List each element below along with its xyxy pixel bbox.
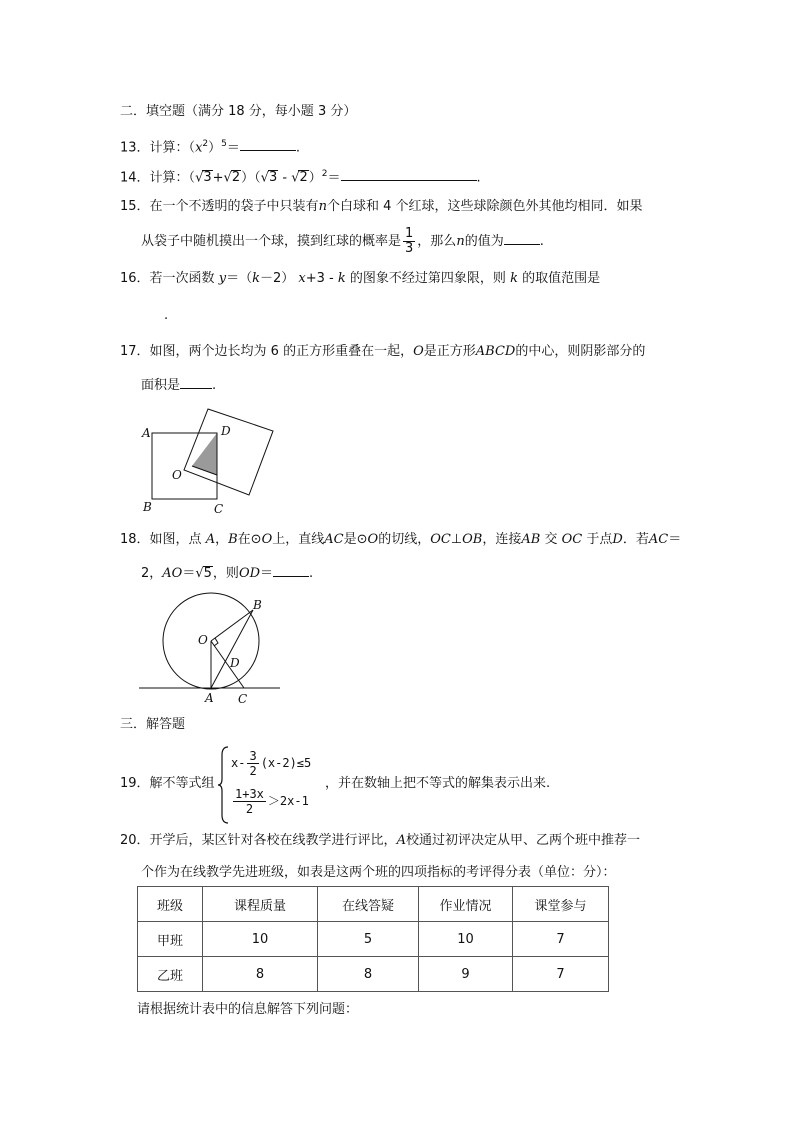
q16-number: 16．	[120, 271, 150, 286]
q15-frac-den: 3	[405, 241, 414, 256]
q19-ineq2-frac-den: 2	[245, 802, 254, 816]
section-title-solve: 三．解答题	[120, 717, 186, 732]
q17-label-B: B	[143, 500, 152, 514]
q17-square-rotated	[184, 409, 273, 495]
table-cell: 10	[203, 922, 318, 957]
q16-text-a: 若一次函数	[149, 271, 215, 286]
q13-text-a: 计算：（	[149, 140, 196, 156]
q13-text-c: ＝	[226, 140, 240, 156]
q18-end: .	[309, 566, 314, 581]
q20-var-A: A	[396, 833, 406, 848]
q14-sqrt2b: 2	[299, 170, 308, 186]
q14-text-a: 计算：（	[149, 170, 196, 186]
table-row	[138, 957, 609, 992]
question-19-suffix	[325, 775, 550, 793]
q14-answer-blank[interactable]	[341, 167, 477, 181]
q18-text-m: ，则	[212, 566, 239, 581]
q19-ineq1-b: (x-2)≤5	[260, 756, 312, 770]
q17-var-O: O	[413, 344, 424, 359]
q15-var-n2: n	[456, 234, 465, 249]
q17-number: 17．	[120, 344, 150, 359]
q19-ineq2-fraction	[233, 787, 266, 816]
question-13	[120, 135, 300, 157]
question-15-line1	[120, 198, 642, 216]
q17-var-ABCD: ABCD	[475, 344, 516, 359]
q13-text-b: ）	[208, 140, 222, 156]
q13-exp5: 5	[221, 139, 227, 149]
q18-segment-ob	[211, 610, 253, 641]
q15-text-d: ，那么	[417, 234, 457, 249]
q18-right-angle-mark	[214, 638, 218, 646]
q13-exp2: 2	[202, 139, 209, 149]
section-title-fill-in: 二．填空题（满分 18 分，每小题 3 分）	[120, 104, 357, 119]
q18-sep: ，	[215, 532, 229, 547]
q20-score-table	[137, 886, 609, 992]
q18-text-k: 2，	[141, 566, 163, 581]
q18-text-c: 上，直线	[272, 532, 325, 547]
q18-text-j: ＝	[668, 532, 682, 547]
question-16-line2	[164, 307, 168, 325]
q18-label-A: A	[205, 691, 214, 705]
q18-var-OC2: OC	[561, 532, 583, 547]
q17-end: .	[212, 378, 217, 393]
q18-segment-ab	[211, 610, 253, 688]
q17-text-a: 如图，两个边长均为 6 的正方形重叠在一起，	[149, 344, 414, 359]
q13-end: .	[295, 140, 301, 156]
q18-var-OC: OC	[430, 532, 451, 547]
q16-text-f: 的取值范围是	[522, 271, 601, 286]
q15-text-a: 在一个不透明的袋子中只装有	[149, 199, 319, 214]
q17-label-A: A	[142, 426, 151, 440]
q18-var-B: B	[228, 532, 238, 547]
q18-text-h: 于点	[586, 532, 613, 547]
q15-fraction	[403, 227, 415, 256]
table-header-cell: 课程质量	[203, 887, 318, 922]
q16-end: .	[164, 308, 169, 323]
q19-inequality-2	[231, 786, 309, 816]
q14-exp2: 2	[321, 169, 328, 179]
q16-text-e: 的图象不经过第四象限，则	[349, 271, 506, 286]
q19-ineq1-frac-den: 2	[249, 764, 257, 778]
question-16-line1	[120, 270, 600, 288]
table-cell: 8	[318, 957, 419, 992]
q18-text-f: ，连接	[482, 532, 522, 547]
q16-text-c: －2）	[259, 271, 295, 286]
q16-text-b: ＝（	[226, 271, 253, 286]
table-cell: 甲班	[138, 922, 203, 957]
q19-text-b: ，并在数轴上把不等式的解集表示出来.	[325, 776, 551, 791]
table-cell: 乙班	[138, 957, 203, 992]
q18-sqrt5: 5	[203, 566, 212, 581]
table-header-cell: 课堂参与	[513, 887, 609, 922]
q15-text-b: 个白球和 4 个红球，这些球除颜色外其他均相同．如果	[326, 199, 643, 214]
q16-var-y: y	[218, 271, 227, 286]
question-20-after-table: 请根据统计表中的信息解答下列问题：	[137, 1002, 359, 1017]
q14-text-d: ＝	[327, 170, 341, 186]
q17-label-O: O	[172, 468, 182, 482]
q15-answer-blank[interactable]	[504, 231, 540, 245]
q18-text-a: 如图，点	[149, 532, 202, 547]
table-cell: 7	[513, 957, 609, 992]
table-header-cell: 在线答疑	[318, 887, 419, 922]
q15-end: .	[539, 234, 544, 249]
q19-brace	[218, 745, 230, 825]
q18-var-AC: AC	[324, 532, 344, 547]
q15-var-n: n	[318, 199, 327, 214]
q15-text-e: 的值为	[464, 234, 504, 249]
q14-sqrt2: 2	[231, 170, 241, 186]
q13-number: 13．	[120, 140, 150, 156]
q18-label-C: C	[238, 692, 248, 706]
question-17-line1	[120, 343, 645, 361]
q17-text-b: 是正方形	[423, 344, 476, 359]
q14-plus: +	[212, 170, 224, 186]
table-cell: 10	[419, 922, 513, 957]
q20-text-a: 开学后，某区针对各校在线教学进行评比，	[149, 833, 397, 848]
q18-var-O2: O	[367, 532, 379, 547]
q18-label-B: B	[253, 598, 262, 612]
question-17-line2	[141, 375, 216, 395]
q17-label-D: D	[221, 424, 231, 438]
q18-text-l: ＝	[182, 566, 196, 581]
q18-var-AB: AB	[521, 532, 541, 547]
q20-text-b: 校通过初评决定从甲、乙两个班中推荐一	[405, 833, 640, 848]
q14-number: 14．	[120, 170, 150, 186]
table-header-cell: 作业情况	[419, 887, 513, 922]
q19-text-a: 解不等式组	[149, 776, 215, 791]
q14-minus: -	[278, 170, 292, 186]
q14-sqrt3b: 3	[268, 170, 278, 186]
question-18-line2: 2，AO＝√5，则OD＝ .	[141, 563, 313, 583]
question-20-line1	[120, 832, 640, 850]
q18-var-AC2: AC	[648, 532, 669, 547]
q15-number: 15．	[120, 199, 150, 214]
q16-var-x: x	[298, 271, 306, 286]
q17-label-C: C	[214, 502, 224, 516]
question-14: 14．计算：（√3+√2）（√3 - √2）$^2$＝ .	[120, 169, 481, 186]
q18-var-AO: AO	[162, 566, 183, 581]
table-header-cell: 班级	[138, 887, 203, 922]
q13-answer-blank[interactable]	[240, 137, 296, 151]
q17-answer-blank[interactable]	[180, 375, 212, 389]
table-row	[138, 922, 609, 957]
q19-ineq2-b: ＞2x-1	[267, 794, 309, 808]
q14-text-c: ）	[308, 170, 322, 186]
q15-text-c: 从袋子中随机摸出一个球，摸到红球的概率是	[141, 234, 402, 249]
q19-ineq1-a: x-	[231, 756, 246, 770]
table-header-row	[138, 887, 609, 922]
q16-var-k3: k	[510, 271, 518, 286]
q19-ineq1-fraction	[247, 749, 258, 778]
question-20-line2: 个作为在线教学先进班级，如表是这两个班的四项指标的考评得分表（单位：分）：	[141, 865, 616, 880]
q14-sqrt3: 3	[203, 170, 212, 186]
q18-text-b: 在⊙	[237, 532, 262, 547]
q19-inequality-1	[231, 748, 311, 778]
q18-label-O: O	[198, 633, 208, 647]
table-cell: 5	[318, 922, 419, 957]
q19-number: 19．	[120, 776, 150, 791]
q18-answer-blank[interactable]	[273, 563, 309, 577]
q17-figure	[135, 400, 285, 520]
q19-ineq2-frac-num: 1+3x	[235, 787, 264, 801]
q18-label-D: D	[230, 656, 240, 670]
question-18-line1	[120, 531, 681, 549]
question-19-prefix	[120, 775, 215, 793]
q13-var-x: x	[195, 140, 203, 156]
q18-var-OD: OD	[238, 566, 261, 581]
q18-text-g: 交	[544, 532, 558, 547]
q16-var-k1: k	[252, 271, 260, 286]
question-15-line2	[141, 227, 544, 257]
q19-ineq1-frac-num: 3	[249, 749, 257, 763]
q18-text-n: ＝	[260, 566, 274, 581]
q14-end: .	[476, 170, 481, 186]
q16-text-d: +3 -	[305, 271, 334, 286]
q15-frac-num: 1	[405, 226, 414, 241]
q18-text-d: 是⊙	[343, 532, 368, 547]
table-cell: 7	[513, 922, 609, 957]
q20-number: 20．	[120, 833, 150, 848]
q18-var-A: A	[205, 532, 216, 547]
q17-text-d: 面积是	[141, 378, 181, 393]
q18-var-O1: O	[261, 532, 273, 547]
q18-number: 18．	[120, 532, 150, 547]
table-cell: 9	[419, 957, 513, 992]
table-cell: 8	[203, 957, 318, 992]
q18-perp: ⊥	[450, 532, 463, 547]
q18-figure	[135, 592, 285, 706]
q16-var-k2: k	[337, 271, 346, 286]
q17-text-c: 的中心，则阴影部分的	[515, 344, 646, 359]
q14-text-b: ）（	[241, 170, 261, 186]
q18-var-D: D	[612, 532, 623, 547]
q18-text-i: ．若	[622, 532, 649, 547]
q18-text-e: 的切线，	[378, 532, 431, 547]
q18-var-OB: OB	[462, 532, 483, 547]
